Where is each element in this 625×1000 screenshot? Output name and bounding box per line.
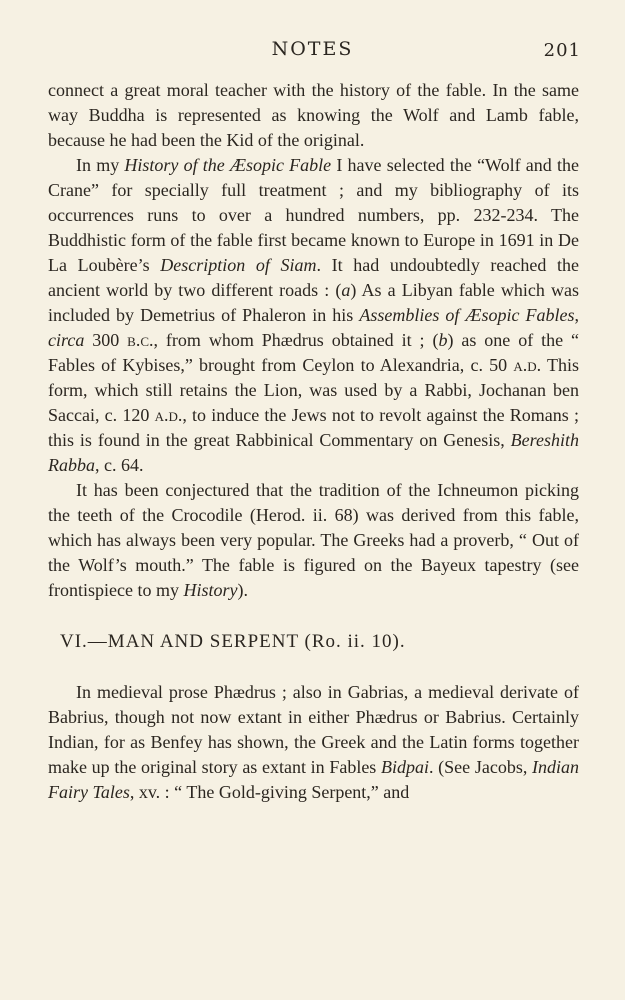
- italic-letter: b: [438, 330, 448, 350]
- text-run: , c. 64.: [95, 455, 144, 475]
- text-run: , to induce the Jews not to revolt against the Romans ; this is found in the great Rabbinical Commentary on Genesis,: [48, 405, 579, 450]
- text-run: , xv. : “ The Gold-giving Serpent,” and: [129, 782, 410, 802]
- small-caps-era: a.d.: [154, 405, 183, 425]
- text-run: ,: [574, 305, 579, 325]
- text-run: , from whom Phædrus obtained it ; (: [153, 330, 439, 350]
- text-run: ).: [237, 580, 248, 600]
- italic-title: History of the Æsopic Fable: [124, 155, 332, 175]
- text-run: 300: [84, 330, 128, 350]
- italic-title: History: [183, 580, 238, 600]
- text-run: I have selected the “Wolf and the Crane” for specially full treatment ; and my bibliography of its occurrences runs to over a hundred numbers, pp. 232-234. The Buddhistic form of the fable first became known to Europe in 1691 in De La Loubère’s: [48, 155, 579, 275]
- paragraph-1: [48, 78, 579, 153]
- text-run: connect a great moral teacher with the history of the fable. In the same way Buddha is represented as knowing the Wolf and Lamb fable, because he had been the Kid of the original.: [48, 80, 579, 150]
- page-number: 201: [543, 40, 581, 61]
- italic-title: Indian Fairy Tales: [48, 757, 579, 802]
- text-run: In medieval prose Phædrus ; also in Gabrias, a medieval derivate of Babrius, though not now extant in either Phædrus or Babrius. Certainly Indian, for as Benfey has shown, the Greek and the Latin forms together make up the original story as extant in Fables: [48, 682, 579, 777]
- body-text: [48, 78, 579, 805]
- italic-title: Bidpai: [381, 757, 429, 777]
- section-heading: VI.—MAN AND SERPENT (Ro. ii. 10).: [60, 631, 406, 652]
- small-caps-era: b.c.: [127, 330, 154, 350]
- text-run: It has been conjectured that the tradition of the Ichneumon picking the teeth of the Crocodile (Herod. ii. 68) was derived from this fable, which has always been very popular. The Greeks had a proverb, “ Out of the Wolf’s mouth.” The fable is figured on the Bayeux tapestry (see frontispiece to my: [48, 480, 579, 600]
- italic-word: circa: [48, 330, 85, 350]
- text-run: This form, which still retains the Lion, was used by a Rabbi, Jochanan ben Saccai, c. 120: [48, 355, 579, 425]
- paragraph-2: [48, 153, 579, 478]
- paragraph-4: [48, 680, 579, 805]
- italic-title: Description of Siam: [160, 255, 317, 275]
- text-run: ) As a Libyan fable which was included by Demetrius of Phaleron in his: [48, 280, 580, 325]
- text-run: In my: [76, 155, 125, 175]
- paragraph-3: [48, 478, 579, 603]
- running-header: NOTES: [271, 38, 354, 60]
- italic-title: Bereshith Rabba: [48, 430, 579, 475]
- italic-letter: a: [341, 280, 351, 300]
- text-run: . (See Jacobs,: [429, 757, 532, 777]
- text-run: ) as one of the “ Fables of Kybises,” brought from Ceylon to Alexandria, c. 50: [48, 330, 580, 375]
- text-run: . It had undoubtedly reached the ancient world by two different roads : (: [48, 255, 580, 300]
- italic-title: Assemblies of Æsopic Fables: [359, 305, 575, 325]
- small-caps-era: a.d.: [513, 355, 542, 375]
